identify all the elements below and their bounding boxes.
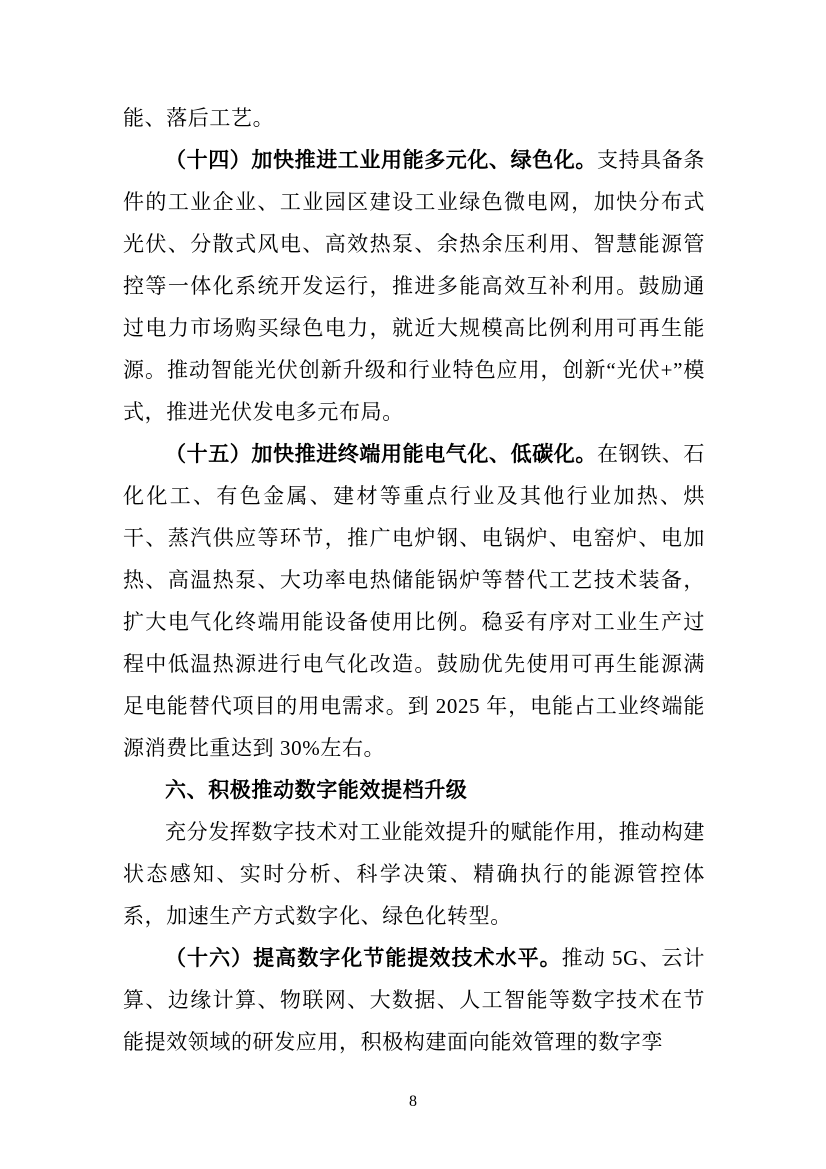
paragraph-section-intro	[123, 811, 705, 937]
paragraph-item-14	[123, 139, 705, 433]
paragraph-item-16	[123, 937, 705, 1063]
paragraph-lead-bold: （十五）加快推进终端用能电气化、低碳化。	[165, 442, 597, 466]
paragraph-text: 能、落后工艺。	[123, 106, 275, 130]
paragraph-text: 支持具备条件的工业企业、工业园区建设工业绿色微电网，加快分布式光伏、分散式风电、高效热泵、余热余压利用、智慧能源管控等一体化系统开发运行，推进多能高效互补利用。鼓励通过电力市场购买绿色电力，就近大规模高比例利用可再生能源。推动智能光伏创新升级和行业特色应用，创新“光伏+”模式，推进光伏发电多元布局。	[123, 148, 705, 424]
paragraph-item-15	[123, 433, 705, 769]
paragraph-lead-bold: （十六）提高数字化节能提效技术水平。	[165, 946, 562, 970]
paragraph-lead-bold: （十四）加快推进工业用能多元化、绿色化。	[165, 148, 597, 172]
paragraph-text: 推动 5G、云计算、边缘计算、物联网、大数据、人工智能等数字技术在节能提效领域的研发应用，积极构建面向能效管理的数字孪	[123, 946, 705, 1054]
section-heading-text: 六、积极推动数字能效提档升级	[165, 778, 468, 802]
paragraph-continuation	[123, 97, 705, 139]
paragraph-text: 充分发挥数字技术对工业能效提升的赋能作用，推动构建状态感知、实时分析、科学决策、精确执行的能源管控体系，加速生产方式数字化、绿色化转型。	[123, 820, 705, 928]
paragraph-text: 在钢铁、石化化工、有色金属、建材等重点行业及其他行业加热、烘干、蒸汽供应等环节，推广电炉钢、电锅炉、电窑炉、电加热、高温热泵、大功率电热储能锅炉等替代工艺技术装备，扩大电气化终端用能设备使用比例。稳妥有序对工业生产过程中低温热源进行电气化改造。鼓励优先使用可再生能源满足电能替代项目的用电需求。到 2025 年，电能占工业终端能源消费比重达到 30%左右。	[123, 442, 705, 760]
section-heading	[123, 769, 705, 811]
page-number: 8	[409, 1093, 417, 1110]
